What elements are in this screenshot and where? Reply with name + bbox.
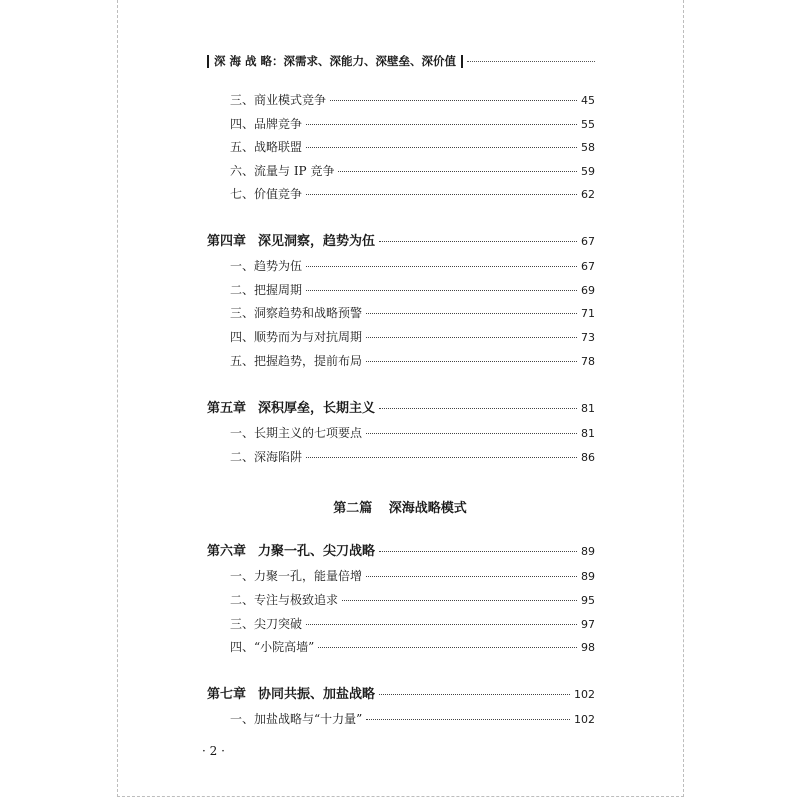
dot-leader bbox=[366, 576, 577, 577]
toc-entry-label: 七、价值竞争 bbox=[230, 187, 303, 201]
chapter-page: 89 bbox=[581, 545, 595, 558]
dot-leader bbox=[379, 694, 570, 695]
toc-chapter[interactable] bbox=[0, 234, 595, 250]
toc-entry-page: 89 bbox=[581, 570, 595, 583]
toc-entry-label: 一、长期主义的七项要点 bbox=[230, 426, 363, 440]
toc-entry-page: 97 bbox=[581, 618, 595, 631]
chapter-page: 81 bbox=[581, 402, 595, 415]
toc-entry-page: 58 bbox=[581, 141, 595, 154]
chapter-page: 102 bbox=[574, 688, 595, 701]
running-header bbox=[207, 51, 595, 71]
toc-entry-label: 三、商业模式竞争 bbox=[230, 93, 327, 107]
toc-entry-label: 四、“小院高墙” bbox=[230, 640, 315, 654]
toc-chapter[interactable] bbox=[0, 401, 595, 417]
dot-leader bbox=[366, 337, 577, 338]
chapter-page: 67 bbox=[581, 235, 595, 248]
chapter-title: 协同共振、加盐战略 bbox=[258, 687, 376, 702]
dot-leader bbox=[306, 124, 577, 125]
toc-entry-page: 81 bbox=[581, 427, 595, 440]
toc-entry[interactable] bbox=[0, 92, 595, 109]
toc-entry-page: 86 bbox=[581, 451, 595, 464]
toc-entry-page: 98 bbox=[581, 641, 595, 654]
part-number: 第二篇 bbox=[333, 501, 373, 516]
toc-entry[interactable] bbox=[0, 616, 595, 633]
chapter-title: 深见洞察，趋势为伍 bbox=[258, 234, 376, 249]
toc-entry-label: 五、战略联盟 bbox=[230, 140, 303, 154]
toc-entry-label: 四、顺势而为与对抗周期 bbox=[230, 330, 363, 344]
toc-entry[interactable] bbox=[0, 353, 595, 370]
toc-chapter[interactable] bbox=[0, 687, 595, 703]
header-bar-left bbox=[207, 55, 209, 68]
chapter-number: 第四章 bbox=[207, 234, 247, 249]
dot-leader bbox=[306, 266, 577, 267]
chapter-number: 第七章 bbox=[207, 687, 247, 702]
toc-entry[interactable] bbox=[0, 425, 595, 442]
toc-entry-page: 78 bbox=[581, 355, 595, 368]
dot-leader bbox=[342, 600, 577, 601]
toc-entry-page: 69 bbox=[581, 284, 595, 297]
chapter-number: 第六章 bbox=[207, 544, 247, 559]
toc-entry[interactable] bbox=[0, 163, 595, 180]
dot-leader bbox=[338, 171, 577, 172]
header-title: 深 海 战 略：深需求、深能力、深壁垒、深价值 bbox=[214, 54, 457, 68]
toc-entry[interactable] bbox=[0, 258, 595, 275]
part-heading bbox=[0, 497, 800, 516]
dot-leader bbox=[318, 647, 577, 648]
dot-leader bbox=[379, 408, 577, 409]
dot-leader bbox=[306, 457, 577, 458]
toc-entry[interactable] bbox=[0, 186, 595, 203]
toc-entry-label: 二、专注与极致追求 bbox=[230, 593, 339, 607]
toc-entry[interactable] bbox=[0, 305, 595, 322]
page-number: · 2 · bbox=[202, 744, 225, 758]
toc-entry-page: 102 bbox=[574, 713, 595, 726]
chapter-title: 深积厚垒，长期主义 bbox=[258, 401, 376, 416]
toc-entry[interactable] bbox=[0, 116, 595, 133]
toc-entry-label: 五、把握趋势，提前布局 bbox=[230, 354, 363, 368]
toc-chapter[interactable] bbox=[0, 544, 595, 560]
toc-entry[interactable] bbox=[0, 282, 595, 299]
dot-leader bbox=[330, 100, 577, 101]
toc-entry-page: 55 bbox=[581, 118, 595, 131]
chapter-title: 力聚一孔、尖刀战略 bbox=[258, 544, 376, 559]
dot-leader bbox=[366, 719, 570, 720]
toc-entry-label: 三、尖刀突破 bbox=[230, 617, 303, 631]
dot-leader bbox=[366, 433, 577, 434]
toc-entry-page: 45 bbox=[581, 94, 595, 107]
toc-entry[interactable] bbox=[0, 568, 595, 585]
dot-leader bbox=[306, 147, 577, 148]
toc-entry-page: 59 bbox=[581, 165, 595, 178]
header-dotted-rule bbox=[467, 61, 595, 62]
toc-entry[interactable] bbox=[0, 139, 595, 156]
toc-entry-page: 71 bbox=[581, 307, 595, 320]
dot-leader bbox=[366, 313, 577, 314]
toc-entry[interactable] bbox=[0, 329, 595, 346]
toc-entry-label: 三、洞察趋势和战略预警 bbox=[230, 306, 363, 320]
toc-entry-page: 73 bbox=[581, 331, 595, 344]
toc-entry-label: 四、品牌竞争 bbox=[230, 117, 303, 131]
toc-entry[interactable] bbox=[0, 449, 595, 466]
toc-entry-label: 六、流量与 IP 竞争 bbox=[230, 164, 335, 178]
part-title: 深海战略模式 bbox=[388, 501, 467, 516]
dot-leader bbox=[379, 551, 577, 552]
toc-entry-page: 95 bbox=[581, 594, 595, 607]
chapter-number: 第五章 bbox=[207, 401, 247, 416]
toc-entry-label: 一、加盐战略与“十力量” bbox=[230, 712, 363, 726]
dot-leader bbox=[306, 290, 577, 291]
toc-entry-page: 62 bbox=[581, 188, 595, 201]
toc-entry-label: 一、趋势为伍 bbox=[230, 259, 303, 273]
dot-leader bbox=[366, 361, 577, 362]
toc-entry-page: 67 bbox=[581, 260, 595, 273]
toc-entry-label: 二、把握周期 bbox=[230, 283, 303, 297]
dot-leader bbox=[379, 241, 577, 242]
toc-entry-label: 二、深海陷阱 bbox=[230, 450, 303, 464]
header-bar-right bbox=[461, 55, 463, 68]
dot-leader bbox=[306, 194, 577, 195]
toc-entry[interactable] bbox=[0, 711, 595, 728]
toc-entry[interactable] bbox=[0, 592, 595, 609]
dot-leader bbox=[306, 624, 577, 625]
toc-entry-label: 一、力聚一孔，能量倍增 bbox=[230, 569, 363, 583]
toc-entry[interactable] bbox=[0, 639, 595, 656]
